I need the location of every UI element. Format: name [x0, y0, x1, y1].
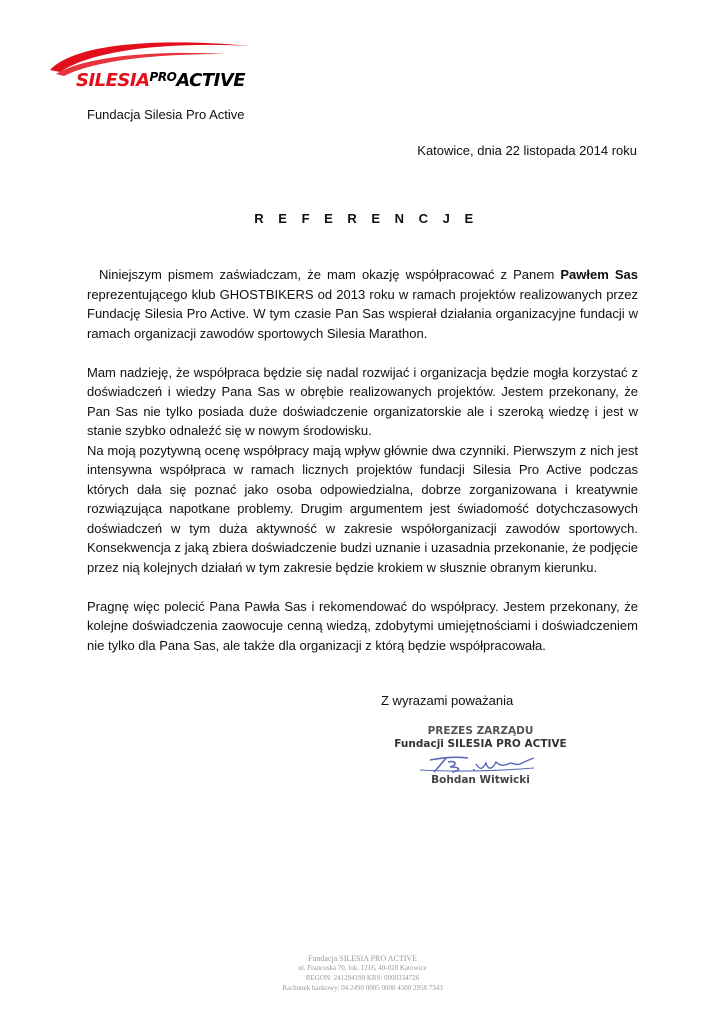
footer-bank-account: Rachunek bankowy: 04 2490 0005 0000 4500 2958 7343 — [282, 984, 443, 992]
paragraph-introduction — [87, 265, 638, 343]
handwritten-signature-icon — [416, 752, 546, 774]
footer-registration: REGON: 241294199 KRS: 0000334726 — [305, 974, 420, 982]
logo-active-text: ACTIVE — [176, 70, 246, 91]
letter-body — [87, 265, 638, 655]
paragraph-recommendation: Pragnę więc polecić Pana Pawła Sas i rekomendować do współpracy. Jestem przekonany, że kolejne doświadczenia zaowocuje cenną wiedzą, zdobytymi umiejętnościami i doświadczeniem nie tylko dla Pana Sas, ale także dla organizacji z którą będzie współpracowała. — [87, 598, 638, 653]
date-line: Katowice, dnia 22 listopada 2014 roku — [417, 143, 637, 158]
paragraph-hope: Mam nadzieję, że współpraca będzie się nadal rozwijać i organizacja będzie mogła korzystać z doświadczeń i wiedzy Pana Sas w obrębie realizowanych projektów. Jestem przekonany, że Pan Sas nie tylko posiada duże doświadczenie organizatorskie ale i szeroką wiedzę i jest w stanie szybko odnaleźć się w nowym środowisku. — [87, 364, 638, 438]
footer — [0, 954, 725, 993]
stamp-person-name: Bohdan Witwicki — [431, 774, 530, 786]
stamp-role: PREZES ZARZĄDU — [427, 725, 534, 737]
stamp-foundation: Fundacji SILESIA PRO ACTIVE — [394, 738, 567, 750]
paragraph-introduction-continued: reprezentującego klub GHOSTBIKERS od 2013 roku w ramach projektów realizowanych przez Fundację Silesia Pro Active. W tym czasie Pan Sas wspierał działania organizacyjne fundacji w ramach organizacji zawodów sportowych Silesia Marathon. — [87, 286, 638, 341]
signature-stamp — [393, 725, 568, 786]
paragraph-introduction-text: Niniejszym pismem zaświadczam, że mam okazję współpracować z Panem — [99, 267, 561, 282]
logo-pro-text: PRO — [149, 70, 177, 84]
organization-name: Fundacja Silesia Pro Active — [87, 107, 245, 122]
logo-wordmark — [76, 70, 245, 91]
logo-silesia-text: SILESIA — [76, 70, 150, 91]
silesia-pro-active-logo — [46, 36, 261, 98]
closing-phrase: Z wyrazami poważania — [381, 693, 514, 708]
document-title: R E F E R E N C J E — [254, 211, 479, 226]
recipient-name: Pawłem Sas — [560, 267, 638, 282]
footer-address: ul. Francuska 70, lok. 1216, 40-028 Katowice — [298, 964, 427, 972]
paragraph-assessment: Na moją pozytywną ocenę współpracy mają wpływ głównie dwa czynniki. Pierwszym z nich jest intensywna współpraca w ramach licznych projektów fundacji Silesia Pro Active podczas których dała się poznać jako osoba odpowiedzialna, dobrze zorganizowana i kreatywnie rozwiązująca napotkane problemy. Drugim argumentem jest świadomość dotychczasowych doświadczeń w tym duża aktywność w zakresie współorganizacji zawodów sportowych. Konsekwencja z jaką zbiera doświadczenie budzi uznanie i uzasadnia przekonanie, że podjęcie przez nią kolejnych działań w tym zakresie będzie krokiem w słusznie obranym kierunku. — [87, 442, 638, 575]
footer-organization: Fundacja SILESIA PRO ACTIVE — [307, 954, 418, 963]
